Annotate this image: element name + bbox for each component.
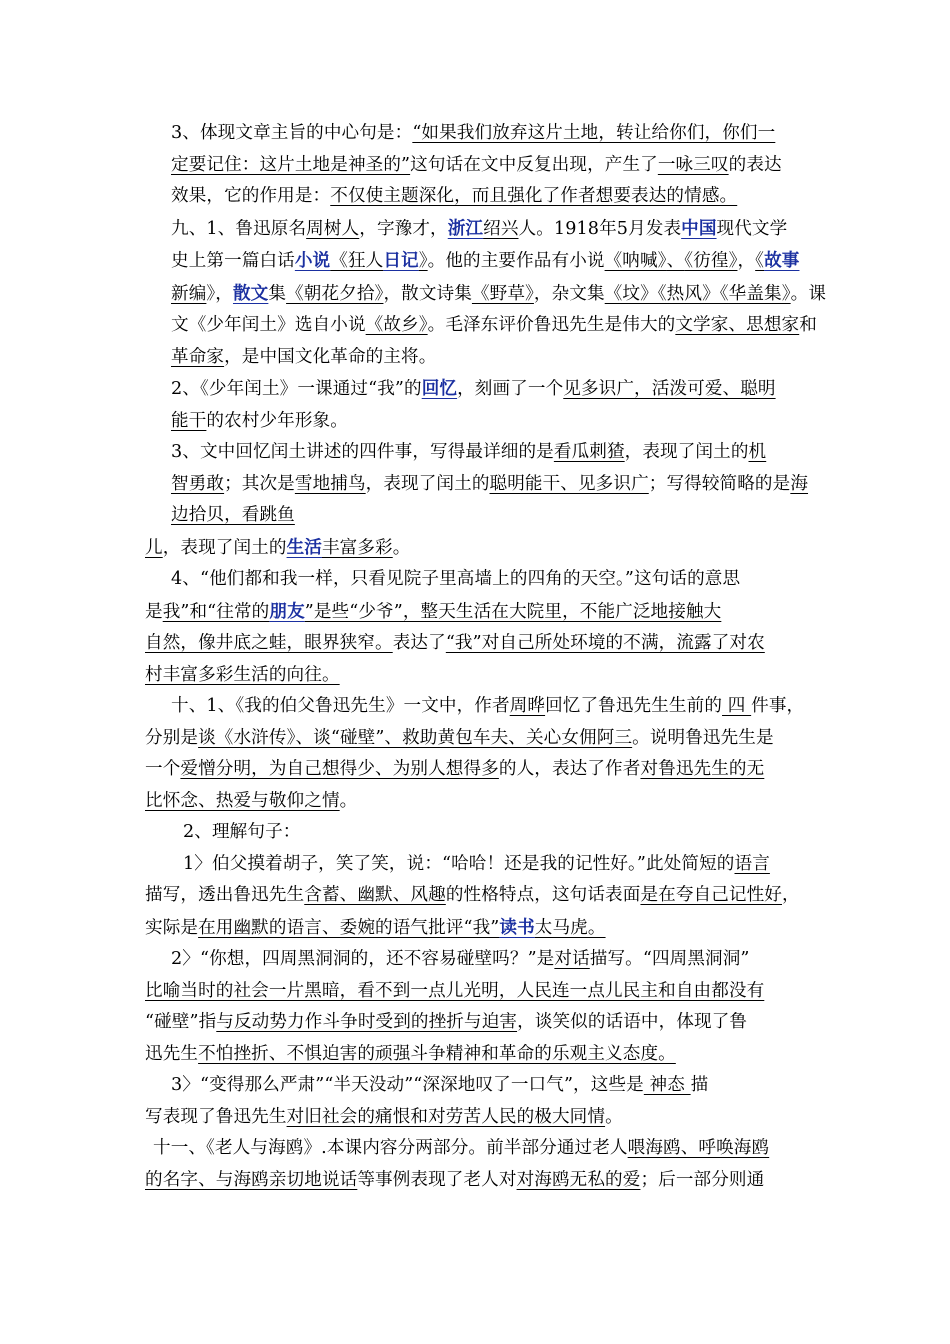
paragraph-uncle-luxun <box>145 691 810 817</box>
underlined-text: 与反动势力作斗争时受到的挫折与迫害 <box>216 1012 518 1032</box>
text-line <box>171 245 810 278</box>
text-line <box>145 976 810 1008</box>
underlined-text: 边拾贝，看跳鱼 <box>171 505 295 525</box>
underlined-text: 村丰富多彩生活的向往。 <box>145 664 340 685</box>
text-segment: 十一、《老人与海鸥》.本课内容分两部分。前半部分通过老人 <box>153 1138 628 1158</box>
text-line <box>171 944 810 976</box>
text-segment: 这句话在文中反复出现，产生了 <box>410 154 658 175</box>
underlined-text: 能干 <box>171 410 207 431</box>
underlined-text: 《呐喊》 <box>604 251 667 271</box>
underlined-text: 比怀念、热爱与敬仰之情 <box>145 790 340 811</box>
underlined-text: 太马虎。 <box>534 917 606 938</box>
text-segment: 是 <box>145 601 163 622</box>
text-line <box>153 1133 810 1165</box>
text-segment: 2、《少年闰土》一课通过“我”的 <box>171 379 422 399</box>
underlined-text: 比喻当时的社会一片黑暗，看不到一点儿光明，人民连一点儿民主和自由都没有 <box>145 980 765 1001</box>
text-line <box>171 691 810 723</box>
text-segment: 3、体现文章主旨的中心句是： <box>171 123 413 143</box>
keyword-link[interactable]: 回忆 <box>421 378 458 399</box>
text-segment: 。 <box>339 790 358 811</box>
text-segment: ， <box>782 885 800 905</box>
underlined-text: 文学家、思想家 <box>675 315 800 335</box>
paragraph-sentence-3 <box>145 1070 810 1133</box>
text-segment: 十、1、《我的伯父鲁迅先生》一文中，作者 <box>171 696 510 716</box>
underlined-text: 《狂人 <box>330 251 384 271</box>
underlined-text: 》 <box>418 251 428 271</box>
keyword-link[interactable]: 浙江 <box>447 217 484 239</box>
keyword-link[interactable]: 散文 <box>232 282 269 304</box>
underlined-text: 聪明能干、见多识广 <box>489 473 649 494</box>
text-line <box>171 500 810 532</box>
underlined-text: 谈《水浒传》、谈“碰壁”、救助黄包车夫、关心女佣阿三 <box>198 727 633 748</box>
text-segment: ；后一部分则通 <box>640 1169 765 1190</box>
text-segment: 文《少年闰土》选自小说 <box>171 315 366 335</box>
text-segment: ，刻画了一个 <box>457 379 564 399</box>
underlined-text: 机 <box>748 442 767 462</box>
text-segment: 效果，它的作用是： <box>171 186 331 206</box>
underlined-text: 丰富多彩 <box>321 537 393 558</box>
underlined-text: 革命家 <box>171 346 225 367</box>
text-segment: 人。1918年5月发表 <box>518 218 682 239</box>
keyword-link[interactable]: 朋友 <box>269 600 305 622</box>
underlined-text: 四 <box>722 696 752 716</box>
text-segment: ，是中国文化革命的主将。 <box>224 346 437 367</box>
underlined-text: 爱憎分明，为自己想得少、为别人想得多 <box>180 759 499 779</box>
text-segment: ，杂文集 <box>533 283 605 304</box>
text-line <box>171 437 810 469</box>
underlined-text: 儿 <box>145 537 163 558</box>
text-segment: 迅先生 <box>145 1043 199 1064</box>
text-segment: ，表现了闰土的 <box>624 442 749 462</box>
document-body <box>145 118 827 1196</box>
text-segment: 描写，透出鲁迅先生 <box>145 885 305 905</box>
text-line <box>145 1165 810 1197</box>
keyword-link[interactable]: 生活 <box>286 536 322 558</box>
text-segment: 件事， <box>751 696 805 716</box>
text-line <box>145 880 810 912</box>
underlined-text: “如果我们放弃这片土地，转让给你们，你们一 <box>412 123 776 143</box>
text-line <box>183 817 810 849</box>
paragraph-old-man-seagulls <box>145 1133 810 1196</box>
text-line <box>145 1007 810 1039</box>
text-segment: 集 <box>268 283 287 304</box>
text-line <box>145 723 810 755</box>
text-segment: 描 <box>690 1075 709 1095</box>
text-line <box>171 310 817 342</box>
paragraph-sky-quote <box>145 564 810 691</box>
text-segment: 。他的主要作品有小说 <box>427 251 605 271</box>
keyword-link[interactable]: 中国 <box>681 217 717 239</box>
text-segment: 现代文学 <box>716 218 788 239</box>
underlined-text: 雪地捕鸟 <box>294 473 366 494</box>
text-line <box>171 406 810 438</box>
text-segment: 2〉“你想，四周黑洞洞的，还不容易碰壁吗？”是 <box>171 949 555 969</box>
underlined-text: 海 <box>790 473 809 494</box>
keyword-link[interactable]: 小说 <box>294 250 331 271</box>
text-line <box>145 596 810 629</box>
text-line <box>171 469 810 501</box>
underlined-text: 绍兴 <box>483 218 519 239</box>
paragraph-sentence-2 <box>145 944 810 1070</box>
underlined-text: 我”和“往常的 <box>162 601 270 622</box>
text-line <box>145 660 810 692</box>
text-segment: 2、理解句子： <box>183 822 301 842</box>
underlined-text: 智勇敢 <box>171 473 225 494</box>
underlined-text: 《故乡》 <box>365 315 428 335</box>
text-segment: 4、“他们都和我一样，只看见院子里高墙上的四角的天空。”这句话的意思 <box>171 569 741 589</box>
underlined-text: 对旧社会的痛恨和对劳苦人民的极大同情 <box>286 1106 606 1127</box>
underlined-text: 对话 <box>554 949 590 969</box>
underlined-text: 的名字、与海鸥亲切地说话 <box>145 1169 358 1190</box>
underlined-text: 不怕挫折、不惧迫害的顽强斗争精神和革命的乐观主义态度。 <box>198 1043 676 1064</box>
text-segment: ；写得较简略的是 <box>648 473 791 494</box>
text-segment: 等事例表现了老人对 <box>357 1169 517 1190</box>
underlined-text: “我”对自己所处环境的不满，流露了对农 <box>445 633 765 653</box>
text-line <box>145 532 810 565</box>
text-line <box>145 1039 810 1071</box>
text-segment: 的农村少年形象。 <box>206 410 348 431</box>
underlined-text: 《朝花夕拾》 <box>286 283 384 304</box>
underlined-text: 不仅使主题深化，而且强化了作者想要表达的情感。 <box>330 186 738 206</box>
text-line <box>171 278 827 311</box>
underlined-text: 定要记住：这片土地是神圣的” <box>171 154 411 175</box>
text-segment: 。毛泽东评价鲁迅先生是伟大的 <box>427 315 676 335</box>
underlined-text: 一咏三叹 <box>657 154 729 175</box>
text-segment: 实际是 <box>145 917 199 938</box>
underlined-text: 语言 <box>734 853 770 874</box>
text-segment: 1〉伯父摸着胡子，笑了笑，说：“哈哈！还是我的记性好。”此处简短的 <box>183 853 735 874</box>
underlined-text: 神态 <box>643 1075 691 1095</box>
underlined-text: 看瓜刺猹 <box>553 442 625 462</box>
text-segment: 。 <box>392 537 411 558</box>
text-segment: 写表现了鲁迅先生 <box>145 1106 287 1127</box>
paragraph-luxun-intro <box>145 213 827 374</box>
text-line <box>145 754 810 786</box>
underlined-text: 新编 <box>171 283 207 304</box>
text-line <box>171 150 810 182</box>
keyword-link[interactable]: 读书 <box>499 916 535 938</box>
underlined-text: 见多识广，活泼可爱、聪明 <box>563 379 776 399</box>
underlined-text: 《 <box>755 251 765 271</box>
text-line <box>145 628 810 660</box>
text-segment: ，表现了闰土的 <box>162 537 287 558</box>
underlined-text: 、 <box>666 251 685 271</box>
paragraph-runtu-image <box>145 373 810 437</box>
underlined-text: ”是些“少爷”，整天生活在大院里，不能广泛地接触大 <box>304 601 722 622</box>
text-segment: 分别是 <box>145 727 199 748</box>
paragraph-understand-heading <box>145 817 810 849</box>
paragraph-sentence-1 <box>145 849 810 945</box>
text-line <box>183 849 810 881</box>
text-segment: 一个 <box>145 759 181 779</box>
text-segment: ；其次是 <box>224 473 295 494</box>
text-segment: 》， <box>206 283 233 304</box>
text-line <box>145 1102 810 1134</box>
keyword-link[interactable]: 故事 <box>764 250 800 271</box>
underlined-text: 《野草》 <box>471 283 534 304</box>
underlined-text: 含蓄、幽默、风趣 <box>304 885 446 905</box>
text-line <box>171 342 810 374</box>
text-segment: 描写。“四周黑洞洞” <box>589 949 750 969</box>
text-segment: 的表达 <box>728 154 782 175</box>
text-segment: 的性格特点，这句话表面 <box>445 885 641 905</box>
text-segment: ，字豫才， <box>359 218 448 239</box>
text-segment: 。说明鲁迅先生是 <box>632 727 774 748</box>
underlined-text: 对海鸥无私的爱 <box>516 1169 641 1190</box>
text-segment: ，谈笑似的话语中，体现了鲁 <box>517 1012 748 1032</box>
text-segment: 的人，表达了作者 <box>498 759 641 779</box>
text-line <box>171 181 810 213</box>
text-segment: 史上第一篇白话 <box>171 251 295 271</box>
text-line <box>171 373 810 406</box>
text-segment: ， <box>737 251 756 271</box>
underlined-text: 对鲁迅先生的无 <box>640 759 765 779</box>
paragraph-four-events <box>145 437 810 564</box>
text-line <box>145 786 810 818</box>
underlined-text: 周晔 <box>509 696 546 716</box>
text-line <box>171 213 810 246</box>
paragraph-central-sentence <box>145 118 810 213</box>
text-segment: 表达了 <box>392 633 446 653</box>
underlined-text: 《彷徨》 <box>684 251 738 271</box>
text-segment: “碰壁”指 <box>145 1012 217 1032</box>
text-line <box>145 912 810 945</box>
text-segment: 3、文中回忆闰土讲述的四件事，写得最详细的是 <box>171 442 554 462</box>
text-segment: 回忆了鲁迅先生生前的 <box>545 696 723 716</box>
underlined-text: 在用幽默的语言、委婉的语气批评“我” <box>198 917 500 938</box>
text-line <box>171 118 810 150</box>
text-segment: ，散文诗集 <box>383 283 472 304</box>
text-segment: 。 <box>605 1106 623 1127</box>
underlined-text: 自然，像井底之蛙，眼界狭窄。 <box>145 633 393 653</box>
text-line <box>171 564 810 596</box>
keyword-link[interactable]: 日记 <box>383 250 419 271</box>
text-segment: 。课 <box>790 283 827 304</box>
text-segment: ，表现了闰土的 <box>365 473 490 494</box>
underlined-text: 是在夸自己记性好 <box>640 885 783 905</box>
text-segment: 3〉“变得那么严肃”“半天没动”“深深地叹了一口气”，这些是 <box>171 1075 644 1095</box>
text-line <box>171 1070 810 1102</box>
underlined-text: 周树人 <box>306 218 360 239</box>
underlined-text: 喂海鸥、呼唤海鸥 <box>627 1138 770 1158</box>
text-segment: 和 <box>799 315 817 335</box>
underlined-text: 《坟》《热风》《华盖集》 <box>604 283 791 304</box>
text-segment: 九、1、鲁迅原名 <box>171 218 307 239</box>
